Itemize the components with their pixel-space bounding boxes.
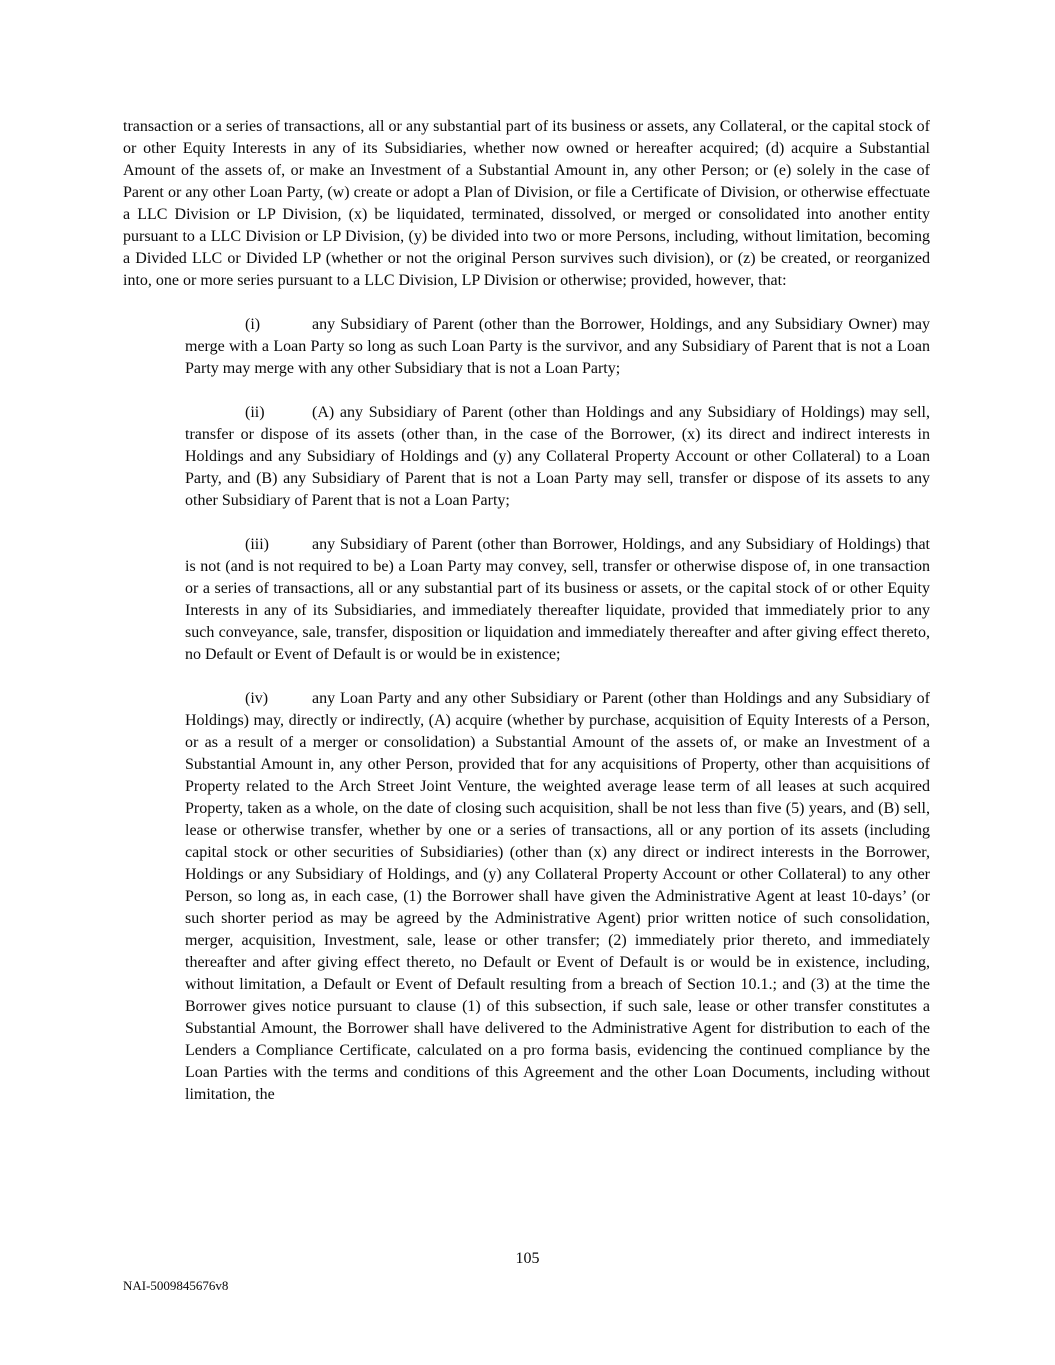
clause-i-label: (i) [245, 316, 261, 333]
clause-iv-label: (iv) [245, 690, 269, 707]
clause-iii-label: (iii) [245, 536, 269, 553]
clause-ii [123, 402, 930, 512]
page-content [123, 116, 930, 1106]
clause-iv-text: any Loan Party and any other Subsidiary or Parent (other than Holdings and any Subsidiary of Holdings) may, directly or indirectly, (A) acquire (whether by purchase, acquisition of Equity Interests of a Person, or as a result of a merger or consolidation) a Substantial Amount of the assets of, or make an Investment of a Substantial Amount in, any other Person, provided that for any acquisitions of Property, other than acquisitions of Property related to the Arch Street Joint Venture, the weighted average lease term of all leases at such acquired Property, taken as a whole, on the date of closing such acquisition, shall be not less than five (5) years, and (B) sell, lease or otherwise transfer, whether by one or a series of transactions, all or any portion of its assets (including capital stock or other securities of Subsidiaries) (other than (x) any direct or indirect interests in the Borrower, Holdings or any Subsidiary of Holdings, and (y) any Collateral Property Account or other Collateral) to any other Person, so long as, in each case, (1) the Borrower shall have given the Administrative Agent at least 10-days’ (or such shorter period as may be agreed by the Administrative Agent) prior written notice of such consolidation, merger, acquisition, Investment, sale, lease or other transfer; (2) immediately prior thereto, and immediately thereafter and after giving effect thereto, no Default or Event of Default is or would be in existence, including, without limitation, a Default or Event of Default resulting from a breach of Section 10.1.; and (3) at the time the Borrower gives notice pursuant to clause (1) of this subsection, if such sale, lease or other transfer constitutes a Substantial Amount, the Borrower shall have delivered to the Administrative Agent for distribution to each of the Lenders a Compliance Certificate, calculated on a pro forma basis, evidencing the continued compliance by the Loan Parties with the terms and conditions of this Agreement and the other Loan Documents, including without limitation, the [185, 690, 930, 1103]
clause-ii-label: (ii) [245, 404, 265, 421]
clause-iii [123, 534, 930, 666]
page-number: 105 [515, 1250, 540, 1267]
clause-i [123, 314, 930, 380]
clause-iv [123, 688, 930, 1106]
paragraph-continuation: transaction or a series of transactions, all or any substantial part of its business or assets, any Collateral, or the capital stock of or other Equity Interests in any of its Subsidiaries, whether now owned or hereafter acquired; (d) acquire a Substantial Amount of the assets of, or make an Investment of a Substantial Amount in, any other Person; or (e) solely in the case of Parent or any other Loan Party, (w) create or adopt a Plan of Division, or file a Certificate of Division, or otherwise effectuate a LLC Division or LP Division, (x) be liquidated, terminated, dissolved, or merged or consolidated into another entity pursuant to a LLC Division or LP Division, (y) be divided into two or more Persons, including, without limitation, becoming a Divided LLC or Divided LP (whether or not the original Person survives such division), or (z) be created, or reorganized into, one or more series pursuant to a LLC Division, LP Division or otherwise; provided, however, that: [123, 118, 930, 289]
document-id-footer: NAI-5009845676v8 [123, 1278, 229, 1293]
clause-ii-text: (A) any Subsidiary of Parent (other than Holdings and any Subsidiary of Holdings) may sell, transfer or dispose of its assets (other than, in the case of the Borrower, (x) its direct and indirect interests in Holdings and any Subsidiary of Holdings and (y) any Collateral Property Account or other Collateral) to a Loan Party, and (B) any Subsidiary of Parent that is not a Loan Party may sell, transfer or dispose of its assets to any other Subsidiary of Parent that is not a Loan Party; [185, 404, 930, 509]
clause-iii-text: any Subsidiary of Parent (other than Borrower, Holdings, and any Subsidiary of Holdings) that is not (and is not required to be) a Loan Party may convey, sell, transfer or otherwise dispose of, in one transaction or a series of transactions, all or any substantial part of its business or assets, or the capital stock of or other Equity Interests in any of its Subsidiaries, and immediately thereafter liquidate, provided that immediately prior to any such conveyance, sale, transfer, disposition or liquidation and immediately thereafter and after giving effect thereto, no Default or Event of Default is or would be in existence; [185, 536, 930, 663]
clause-i-text: any Subsidiary of Parent (other than the Borrower, Holdings, and any Subsidiary Owner) may merge with a Loan Party so long as such Loan Party is the survivor, and any Subsidiary of Parent that is not a Loan Party may merge with any other Subsidiary that is not a Loan Party; [185, 316, 930, 377]
